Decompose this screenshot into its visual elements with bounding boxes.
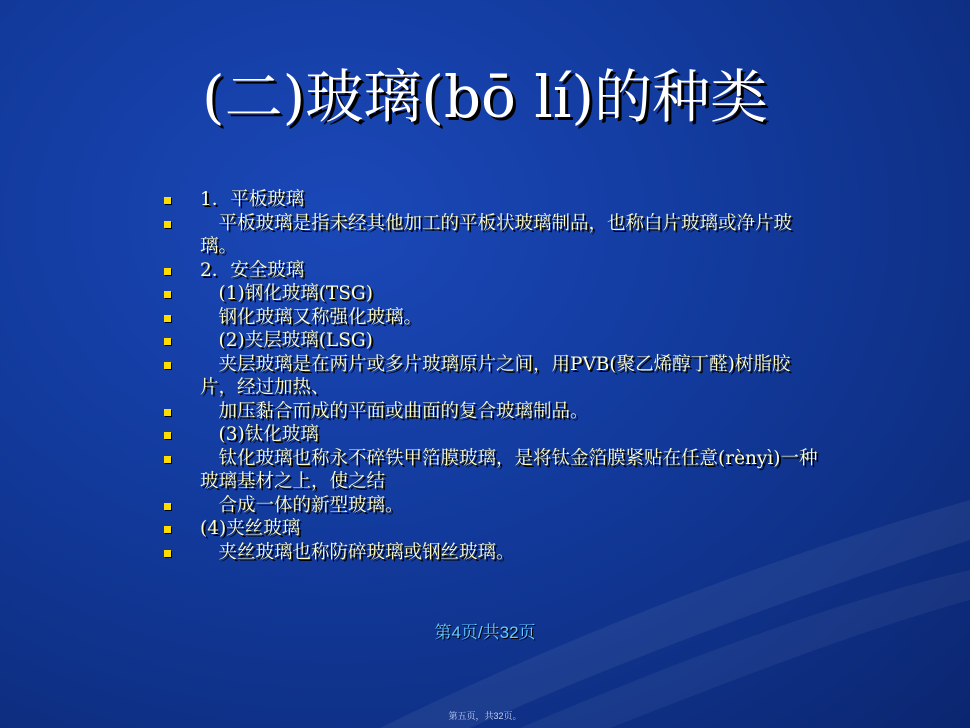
slide-title: (二)玻璃(bō lí)的种类 [201,63,769,131]
list-item-text: 1．平板玻璃 [200,189,305,210]
list-item [162,447,822,494]
bullet-square-icon [164,432,171,439]
list-item-text: (2)夹层玻璃(LSG) [200,330,373,351]
page-indicator: 第4页/共32页 [434,623,536,642]
list-item [162,306,822,330]
bullet-square-icon [164,197,171,204]
bullet-list [162,188,822,564]
bullet-square-icon [164,503,171,510]
list-item-text: 夹丝玻璃也称防碎玻璃或钢丝玻璃。 [200,541,515,563]
list-item-text: 夹层玻璃是在两片或多片玻璃原片之间，用PVB(聚乙烯醇丁醛)树脂胶片，经过加热、 [200,353,791,398]
list-item [162,353,822,400]
list-item-text: 合成一体的新型玻璃。 [200,494,404,516]
list-item-text: (4)夹丝玻璃 [200,518,301,539]
list-item [162,517,822,541]
list-item-text: (3)钛化玻璃 [200,424,319,445]
bullet-square-icon [164,526,171,533]
list-item [162,423,822,447]
list-item-text: 钛化玻璃也称永不碎铁甲箔膜玻璃，是将钛金箔膜紧贴在任意(rènyì)一种玻璃基材之上，使之结 [200,447,818,492]
list-item [162,212,822,259]
bullet-square-icon [164,550,171,557]
list-item [162,541,822,565]
list-item [162,329,822,353]
bullet-square-icon [164,456,171,463]
bullet-square-icon [164,315,171,322]
list-item-text: 平板玻璃是指未经其他加工的平板状玻璃制品，也称白片玻璃或净片玻璃。 [200,212,793,257]
bullet-square-icon [164,221,171,228]
list-item-text: 加压黏合而成的平面或曲面的复合玻璃制品。 [200,400,589,422]
bullet-square-icon [164,268,171,275]
list-item-text: 2．安全玻璃 [200,259,305,281]
list-item [162,400,822,424]
list-item-text: (1)钢化玻璃(TSG) [200,283,373,304]
list-item-text: 钢化玻璃又称强化玻璃。 [200,306,423,328]
bullet-square-icon [164,338,171,345]
list-item [162,259,822,283]
bullet-square-icon [164,362,171,369]
bullet-square-icon [164,409,171,416]
bullet-square-icon [164,291,171,298]
list-item [162,188,822,212]
list-item [162,494,822,518]
list-item [162,282,822,306]
footer-page-label: 第五页，共32页。 [448,711,522,721]
